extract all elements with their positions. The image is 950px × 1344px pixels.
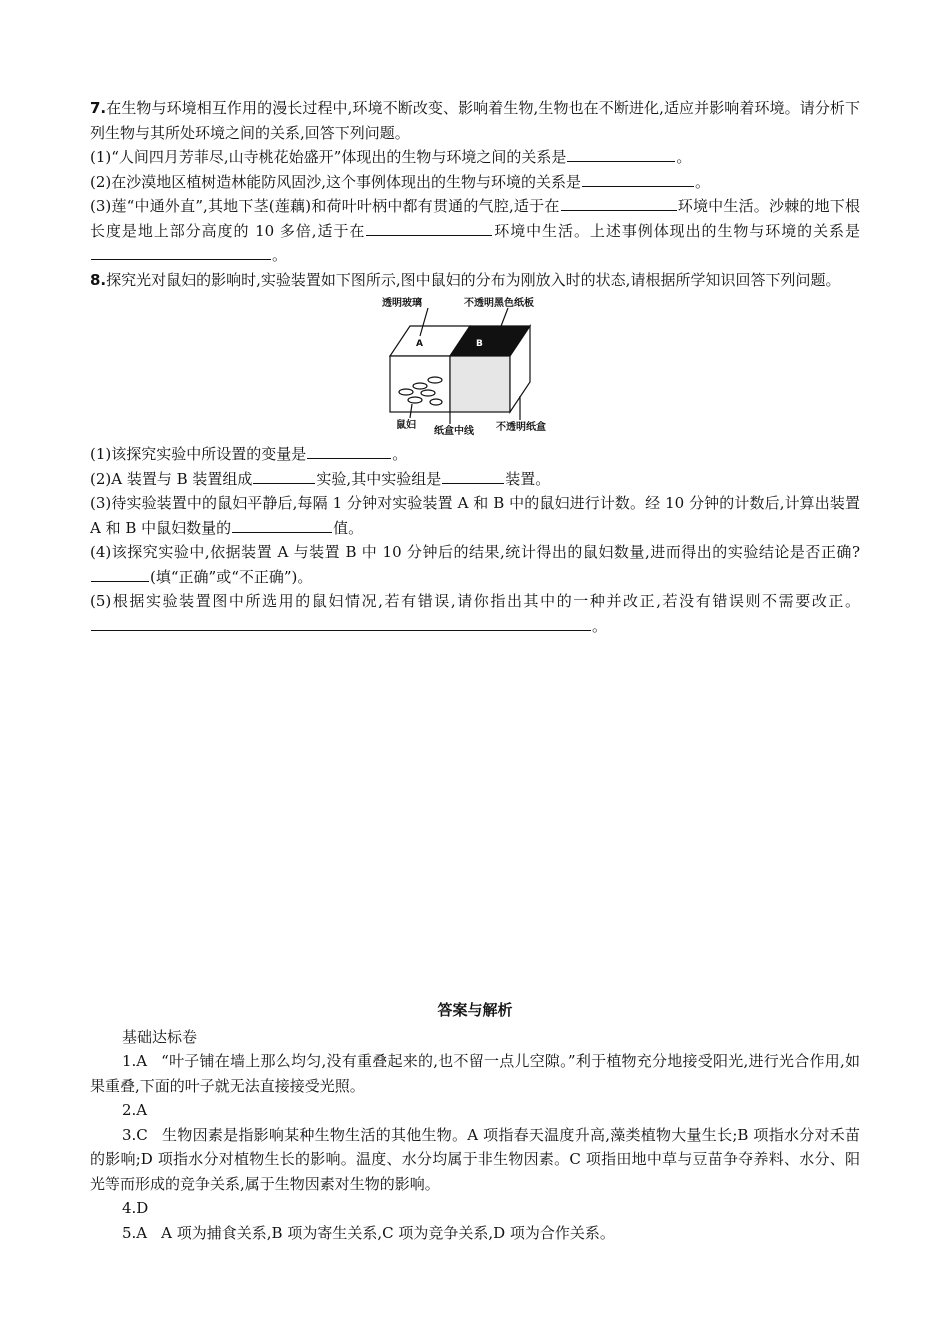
q8-sub3-text-a: (3)待实验装置中的鼠妇平静后,每隔 1 分钟对实验装置 A 和 B 中的鼠妇进行计数。经 10 分钟的计数后,计算出装置 A 和 B 中鼠妇数量的 [90,494,860,537]
q7-number: 7. [90,99,107,117]
answer-blank[interactable] [232,517,332,533]
woodlouse-box-diagram [380,296,570,436]
label-black-board: 不透明黑色纸板 [464,298,534,309]
answer-item [90,1196,860,1221]
answer-blank[interactable] [91,244,271,260]
answer-explanation: “叶子铺在墙上那么均匀,没有重叠起来的,也不留一点儿空隙。”利于植物充分地接受阳光,进行光合作用,如果重叠,下面的叶子就无法直接接受光照。 [90,1052,860,1095]
label-glass: 透明玻璃 [382,298,422,309]
punctuation: 。 [392,445,408,463]
question-sheet [90,96,860,638]
experiment-figure [90,296,860,436]
q7-sub3-text-b: 环境中生活。沙棘的地下根长度是地上部分高度的 10 多倍,适于在 [90,197,860,240]
q8-sub2 [90,467,860,492]
q7-sub1 [90,145,860,170]
answer-section [90,998,860,1245]
q7-sub3-text-c: 环境中生活。上述事例体现出的生物与环境的关系是 [493,221,860,240]
answer-blank[interactable] [567,146,675,162]
q8-stem [90,268,860,293]
q7-stem-text: 在生物与环境相互作用的漫长过程中,环境不断改变、影响着生物,生物也在不断进化,适应并影响着环境。请分析下列生物与其所处环境之间的关系,回答下列问题。 [90,99,860,142]
answer-key: 3.C [122,1125,148,1144]
answer-blank[interactable] [442,468,504,484]
answer-explanation: 生物因素是指影响某种生物生活的其他生物。A 项指春天温度升高,藻类植物大量生长;B 项指水分对禾苗的影响;D 项指水分对植物生长的影响。温度、水分均属于非生物因素。C 项指田地中草与豆苗争夺养料、水分、阳光等而形成的竞争关系,属于生物因素对生物的影响。 [90,1125,860,1193]
punctuation: 。 [676,148,692,166]
punctuation: 。 [272,246,288,264]
punctuation: 。 [592,616,608,635]
label-midline: 纸盒中线 [434,426,474,436]
box-front-b [450,356,510,412]
q8-sub1-text: (1)该探究实验中所设置的变量是 [90,445,307,463]
answer-blank[interactable] [561,195,677,211]
q8-sub4-text-a: (4)该探究实验中,依据装置 A 与装置 B 中 10 分钟后的结果,统计得出的鼠妇数量,进而得出的实验结论是否正确? [90,543,860,561]
q7-sub3 [90,194,860,268]
label-a: A [416,339,423,349]
answer-blank[interactable] [91,615,591,631]
q7-sub1-text: (1)“人间四月芳菲尽,山寺桃花始盛开”体现出的生物与环境之间的关系是 [90,148,567,166]
q8-sub4-text-b: (填“正确”或“不正确”)。 [150,567,313,586]
answers-section-label: 基础达标卷 [122,1027,198,1046]
answer-key: 1.A [122,1052,148,1070]
label-b: B [476,339,483,349]
answer-key: 5.A [122,1223,148,1242]
q8-sub1 [90,442,860,467]
answers-title: 答案与解析 [437,1001,513,1019]
q7-stem [90,96,860,145]
answer-key: 2.A [122,1101,148,1119]
q8-sub2-text-c: 装置。 [505,469,551,488]
q8-sub5-text: (5)根据实验装置图中所选用的鼠妇情况,若有错误,请你指出其中的一种并改正,若没有错误则不需要改正。 [90,592,860,610]
q7-sub2 [90,170,860,195]
answer-key: 4.D [122,1199,149,1217]
answer-blank[interactable] [307,443,391,459]
answer-blank[interactable] [91,566,149,582]
q7-sub2-text: (2)在沙漠地区植树造林能防风固沙,这个事例体现出的生物与环境的关系是 [90,172,582,191]
q8-sub4 [90,540,860,589]
q8-sub5 [90,589,860,638]
answer-explanation: A 项为捕食关系,B 项为寄生关系,C 项为竞争关系,D 项为合作关系。 [161,1223,615,1242]
answer-blank[interactable] [366,220,492,236]
label-box: 不透明纸盒 [496,422,546,433]
punctuation: 。 [695,172,711,191]
q8-stem-text: 探究光对鼠妇的影响时,实验装置如下图所示,图中鼠妇的分布为刚放入时的状态,请根据所学知识回答下列问题。 [106,270,841,289]
answer-item [90,1098,860,1123]
answer-blank[interactable] [582,171,694,187]
q8-sub3 [90,491,860,540]
answer-item [90,1123,860,1197]
q8-sub2-text-a: (2)A 装置与 B 装置组成 [90,469,253,488]
q7-sub3-text-a: (3)莲“中通外直”,其地下茎(莲藕)和荷叶叶柄中都有贯通的气腔,适于在 [90,197,560,215]
label-woodlouse: 鼠妇 [396,420,416,431]
answer-blank[interactable] [253,468,315,484]
answer-item [90,1049,860,1098]
q8-number: 8. [90,270,107,289]
answer-item [90,1221,860,1246]
q8-sub3-text-b: 值。 [333,518,364,537]
q8-sub2-text-b: 实验,其中实验组是 [316,469,442,488]
